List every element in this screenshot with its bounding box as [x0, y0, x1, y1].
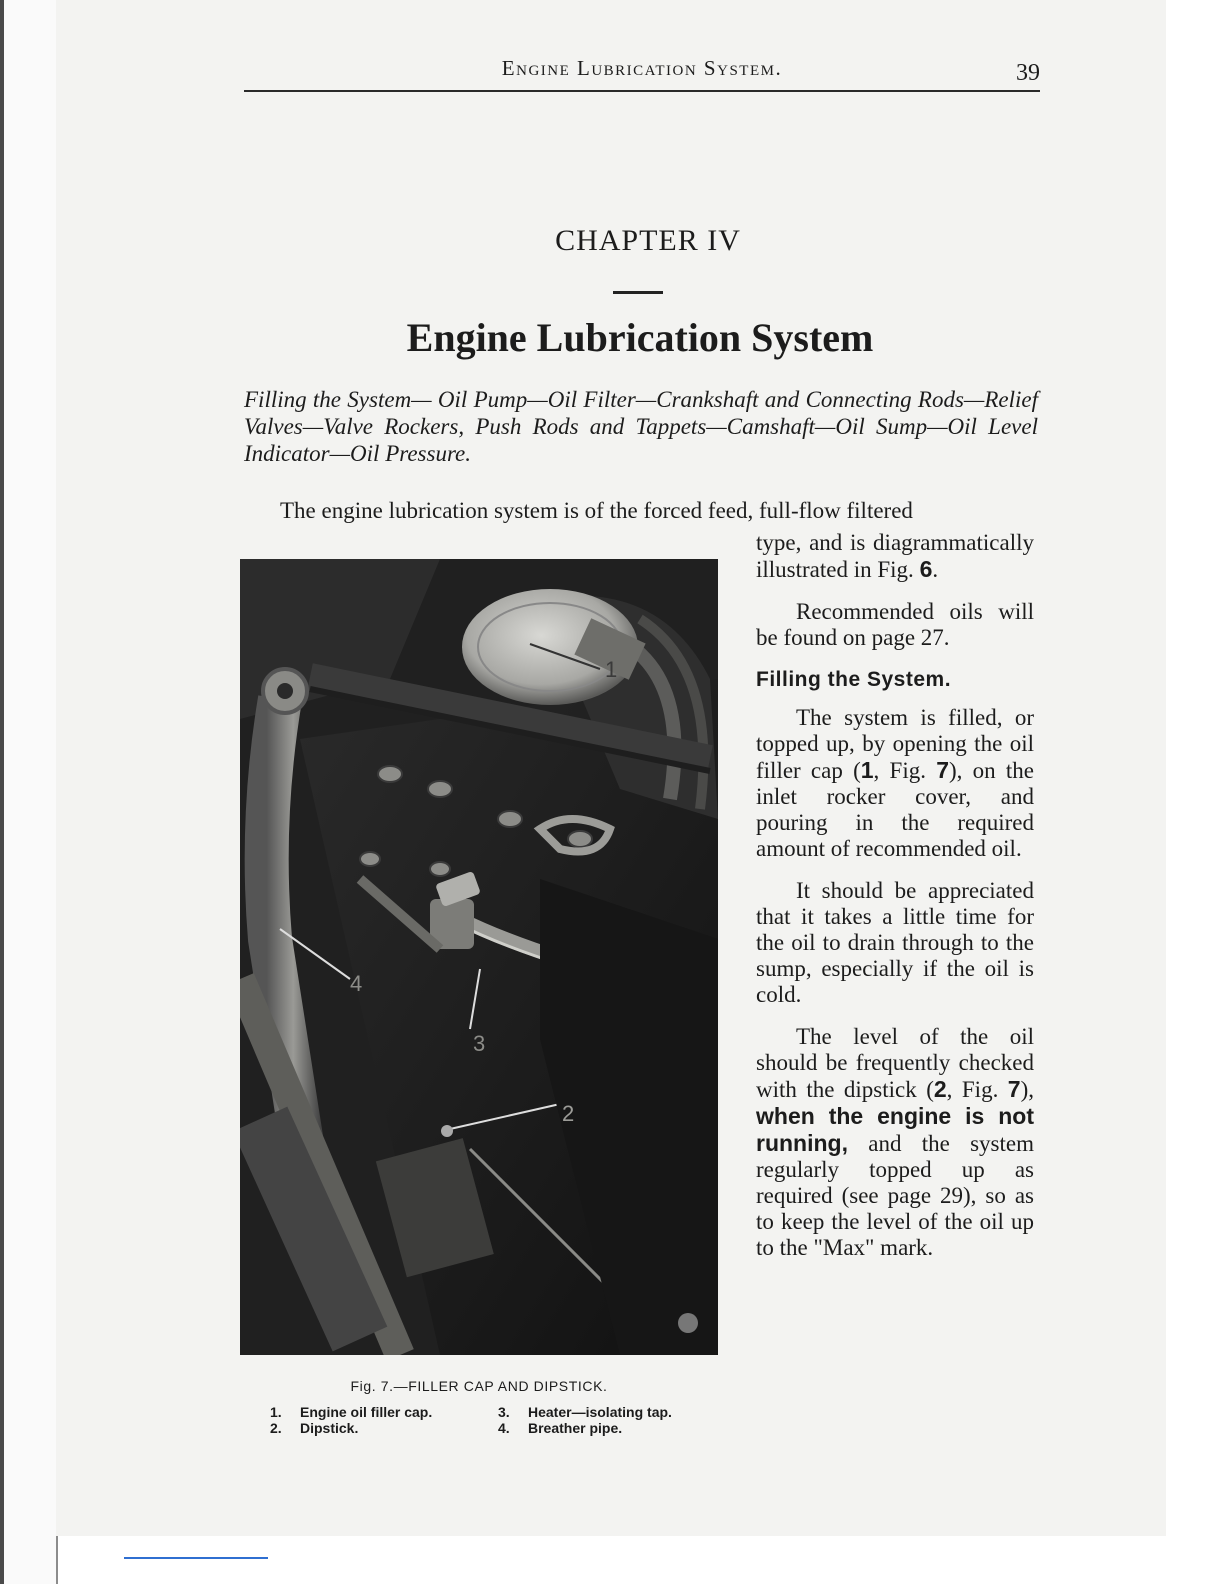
- intro-continuation: [756, 530, 1034, 583]
- page-left-margin: [0, 0, 58, 1584]
- p1-ref-2: 7: [936, 757, 949, 783]
- chapter-title: Engine Lubrication System: [406, 315, 874, 360]
- callout-4: 4: [350, 971, 363, 996]
- recommended-oils: Recommended oils will be found on page 27.: [756, 599, 1034, 650]
- p3-ref-1: 2: [933, 1076, 947, 1102]
- callout-2: 2: [562, 1101, 575, 1126]
- callout-3: 3: [473, 1031, 486, 1056]
- header-rule: [244, 90, 1040, 92]
- legend-text: Engine oil filler cap.: [300, 1404, 433, 1420]
- paragraph-drain: It should be appreciated that it takes a little time for the oil to drain through to the sump, especially if the oil is cold.: [756, 878, 1034, 1007]
- legend-number: 2.: [270, 1420, 282, 1436]
- p3-text-1: The level of the oil should be frequently checked with the dipstick (: [756, 1024, 1034, 1102]
- p1-ref-1: 1: [860, 757, 874, 783]
- intro-fig-ref: 6: [919, 556, 933, 582]
- engine-photo-illustration: [240, 559, 718, 1355]
- legend-item: [270, 1420, 432, 1436]
- p1-text-1: The system is filled, or topped up, by opening the oil filler cap (: [756, 705, 1034, 783]
- page-number: 39: [1016, 60, 1040, 86]
- figure-label: Fig. 7.: [350, 1378, 394, 1394]
- scan-artifact-line: [124, 1557, 268, 1559]
- intro-line: The engine lubrication system is of the forced feed, full-flow filtered: [280, 498, 913, 523]
- p3-text-2: , Fig.: [946, 1077, 1008, 1102]
- text-column: [756, 530, 1034, 1277]
- figure-caption: [240, 1378, 718, 1394]
- p3-text-4: and the system regularly topped up as required (see page 29), so as to keep the level of the oil up to the "Max" mark.: [756, 1131, 1034, 1260]
- legend-text: Dipstick.: [300, 1420, 359, 1436]
- legend-item: [498, 1404, 672, 1420]
- legend-item: [498, 1420, 672, 1436]
- p3-text-3: ),: [1020, 1077, 1034, 1102]
- legend-text: Breather pipe.: [528, 1420, 623, 1436]
- intro-cont-text: type, and is diagrammatically illustrated in Fig.: [756, 530, 1034, 582]
- legend-number: 3.: [498, 1404, 510, 1420]
- chapter-synopsis: Filling the System— Oil Pump—Oil Filter—Crankshaft and Connecting Rods—Relief Valves—Valve Rockers, Push Rods and Tappets—Camshaft—Oil Sump—Oil Level Indicator—Oil Pressure.: [244, 387, 1038, 466]
- chapter-rule: [613, 291, 663, 294]
- callout-1: 1: [605, 657, 618, 682]
- section-heading: Filling the System.: [756, 668, 952, 691]
- p1-text-2: , Fig.: [873, 758, 937, 783]
- running-header: [244, 52, 1040, 92]
- chapter-number: CHAPTER IV: [555, 224, 741, 257]
- legend-text: Heater—isolating tap.: [528, 1404, 672, 1420]
- legend-item: [270, 1404, 432, 1420]
- intro-end: .: [932, 557, 939, 582]
- p3-ref-2: 7: [1007, 1076, 1021, 1102]
- p1-text-3: ), on the inlet rocker cover, and pouring in the required amount of recommended oil.: [756, 758, 1034, 861]
- legend-number: 4.: [498, 1420, 510, 1436]
- figure-title: —FILLER CAP AND DIPSTICK.: [393, 1378, 608, 1394]
- paragraph-filling: [756, 705, 1034, 862]
- legend-number: 1.: [270, 1404, 282, 1420]
- engine-photo: [240, 559, 718, 1355]
- paragraph-level: [756, 1024, 1034, 1261]
- scan-edge: [0, 0, 4, 1584]
- running-title: Engine Lubrication System.: [501, 56, 783, 80]
- p3-bold-warning: when the engine is not running,: [756, 1103, 1034, 1156]
